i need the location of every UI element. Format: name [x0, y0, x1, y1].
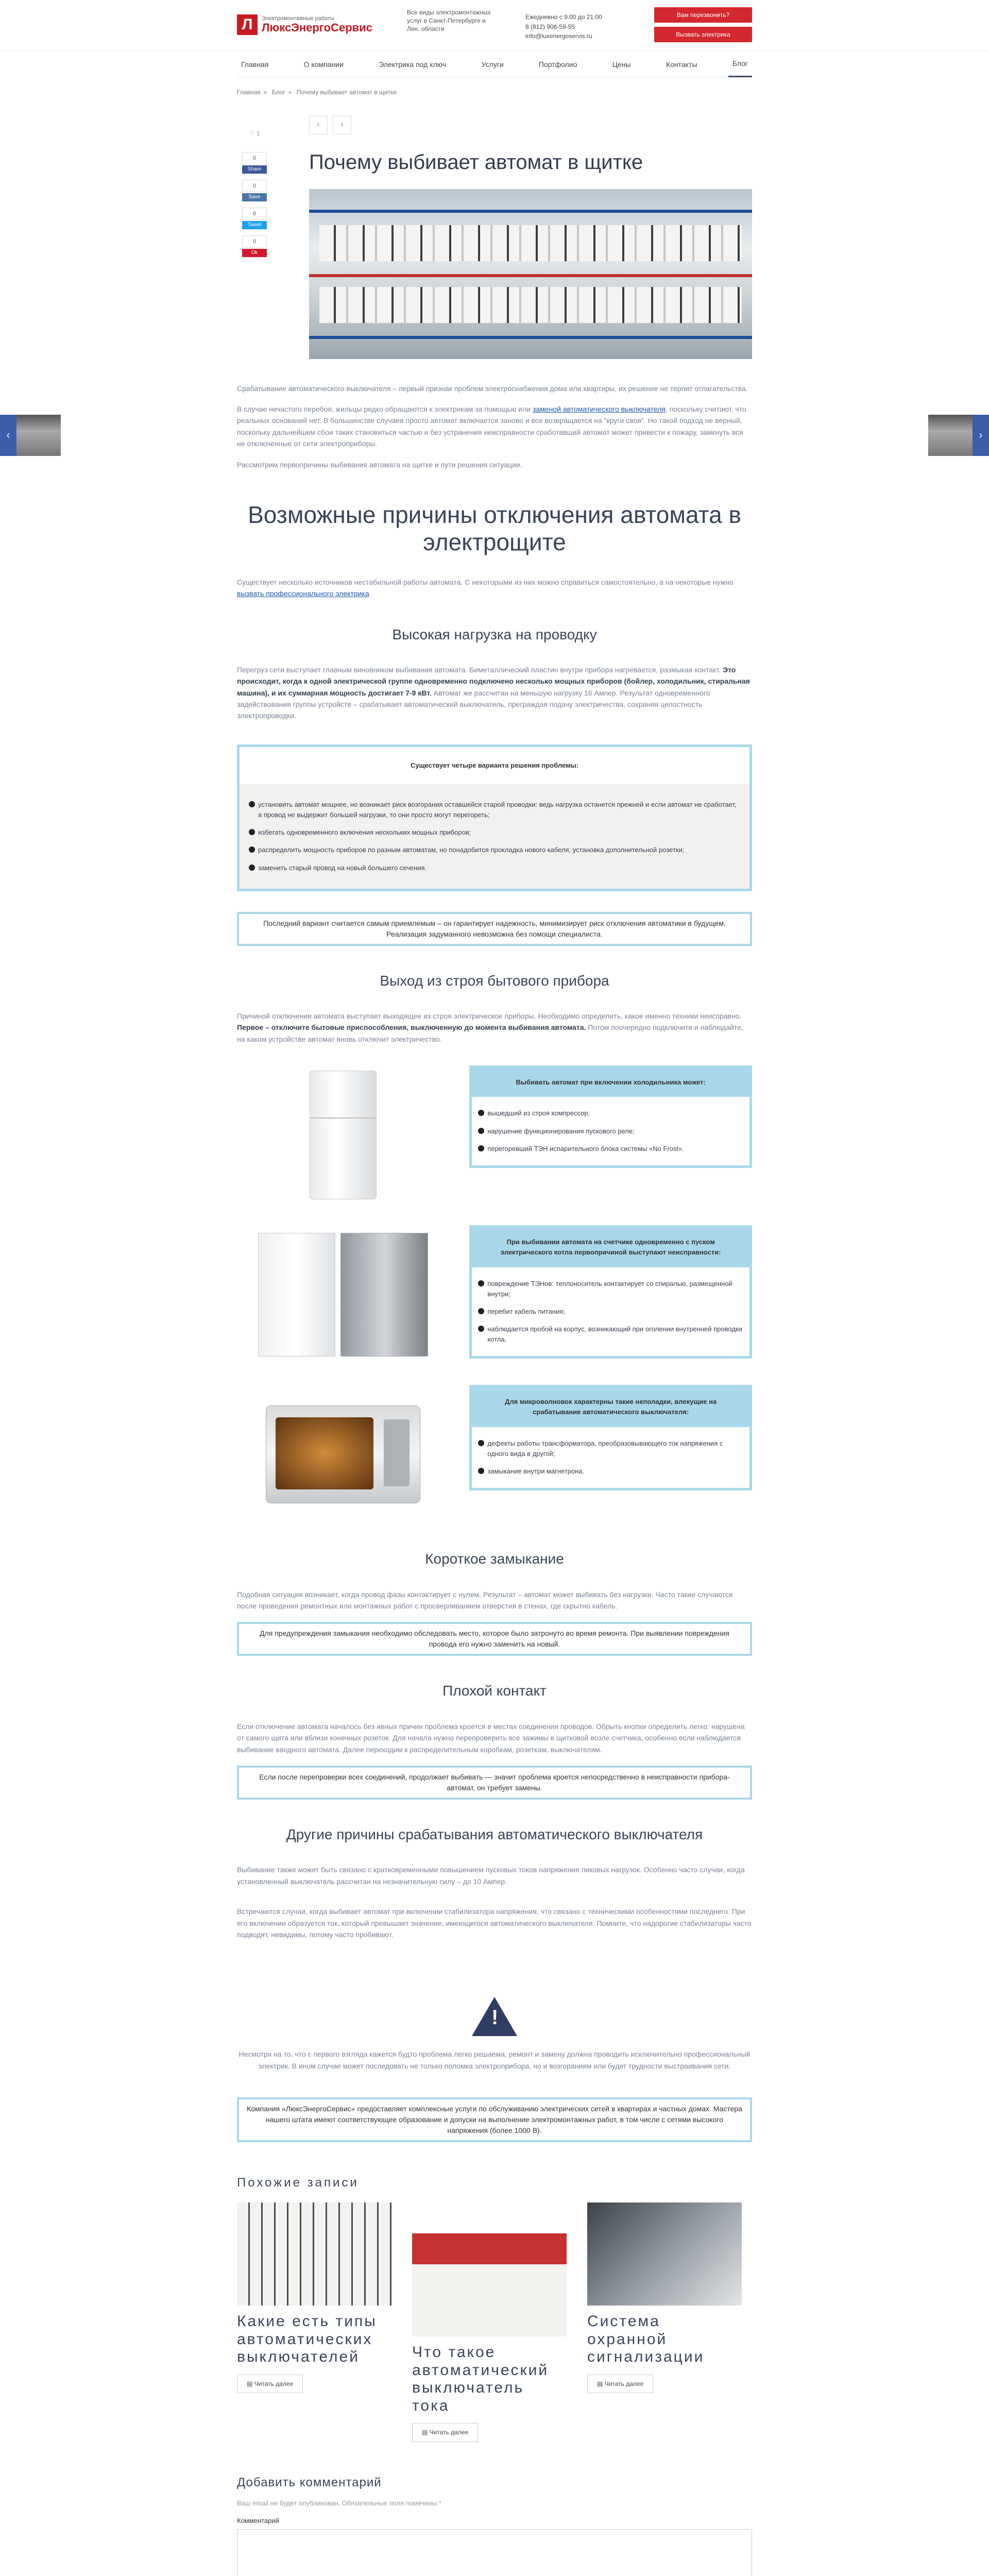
article-title: Почему выбивает автомат в щитке — [309, 150, 643, 174]
comment-form-title: Добавить комментарий — [237, 2475, 382, 2489]
similar-post-image[interactable] — [237, 2202, 391, 2306]
nav-home[interactable]: Главная — [241, 60, 269, 69]
list-item: наблюдается пробой на корпус, возникающий при оголении внутренней проводки котла. — [478, 1324, 743, 1345]
nav-turnkey[interactable]: Электрика под ключ — [379, 60, 447, 69]
share-count-vk: 0 — [242, 180, 267, 192]
comment-label: Комментарий — [237, 2517, 279, 2525]
article-p9: Выбивание также может быть связано с кратковременными повышением пусковых токов напряжения пиковых нагрузок. Особенно часто случаи, когда установленный выключатель рассчитан на незначительную силу – до 10 Ампер. — [237, 1866, 745, 1886]
list-item: дефекты работы трансформатора, преобразовывающего ток напряжения с одного вида в другой; — [478, 1438, 743, 1459]
next-post-arrow[interactable]: › — [973, 415, 989, 456]
heading-appliance-failure: Выход из строя бытового прибора — [380, 972, 609, 989]
nav-contacts[interactable]: Контакты — [666, 60, 697, 69]
similar-post — [412, 2233, 567, 2442]
link-replace-breaker[interactable]: заменой автоматического выключателя — [532, 404, 666, 413]
boiler-box-title: При выбивании автомата на счетчике одновременно с пуском электрического котла первопричиной выступают неисправности: — [472, 1228, 749, 1267]
list-item: перегоревший ТЭН испарительного блока системы «No Frost». — [478, 1144, 743, 1154]
heading-overload: Высокая нагрузка на проводку — [392, 626, 597, 642]
similar-post — [237, 2202, 391, 2442]
heading-other-causes: Другие причины срабатывания автоматического выключателя — [286, 1826, 703, 1842]
article-p8: Если отключение автомата началось без явных причин проблема кроется в местах соединения проводов. Обрыть кнопки определить легко: нарушена от самого щита или вблизи конечных розеток. Для начала нужно перепроверить все зажимы в щитковой возле счетчика, особенно если наблюдается выбивание вводного автомата. Далее переходим к распределительным коробкам, розеткам, выключателям. — [237, 1722, 745, 1754]
list-item: распределить мощность приборов по разным автоматам, но понадобится прокладка нового кабеля, установка дополнительной розетки; — [249, 845, 740, 855]
callback-button[interactable]: Вам перезвонить? — [654, 7, 752, 23]
share-count-ok: 0 — [242, 235, 267, 248]
similar-post-title[interactable]: Какие есть типы автоматических выключателей — [237, 2313, 377, 2366]
list-item: повреждение ТЭНов: теплоноситель контактирует со спиралью, размещенной внутри; — [478, 1279, 743, 1299]
fridge-image — [237, 1065, 449, 1205]
header-email[interactable]: info@luxenergoservis.ru — [525, 32, 592, 40]
comment-form-note: Ваш email не будет опубликован. Обязательные поля помечены * — [237, 2499, 441, 2507]
article-p7: Подобная ситуация возникает, когда провод фазы контактирует с нулем. Результат – автомат может выбивать без нагрузки. Часто такие случаются после проведения ремонтных или монтажных работ с просверливанием отверстия в стенах, где скрытно кабель. — [237, 1590, 733, 1611]
similar-post-title[interactable]: Что такое автоматический выключатель тока — [412, 2344, 549, 2414]
note-bad-contact: Если после перепроверки всех соединений, продолжает выбивать — значит проблема кроется непосредственно в неисправности прибора-автомат, он требует замены. — [237, 1766, 752, 1800]
boiler-row — [237, 1225, 752, 1364]
work-hours: Ежедневно с 9.00 до 21:00 — [525, 13, 602, 21]
nav-blog[interactable]: Блог — [728, 51, 752, 77]
header-description: Все виды электромонтажных услуг в Санкт-Петербурге и Лен. области — [407, 9, 491, 33]
share-vk-button[interactable]: Save — [242, 193, 267, 201]
main-nav — [237, 52, 752, 77]
note-short-circuit: Для предупреждения замыкания необходимо обследовать место, которое было затронуто во время ремонта. При выявлении повреждения провода его нужно заменить на новый. — [237, 1622, 752, 1656]
read-more-button[interactable]: ▤ Читать далее — [587, 2375, 653, 2394]
nav-portfolio[interactable]: Портфолио — [538, 60, 577, 69]
logo-tagline: Электромонтажные работы — [262, 15, 334, 22]
similar-post-title[interactable]: Система охранной сигнализации — [587, 2313, 705, 2366]
nav-services[interactable]: Услуги — [481, 60, 504, 69]
solutions-box — [237, 744, 752, 891]
like-counter[interactable]: ♡ 1 — [249, 130, 260, 137]
article-p10: Встречаются случаи, когда выбивает автомат при включении стабилизатора напряжения, что связано с техническими особенностями последнего. При его включении образуется ток, который превышает значение, имеющегося автоматического выключателя. Помните, что надорогие стабилизаторы часто подводят, невидимы, потому часто пробивают. — [237, 1907, 752, 1939]
logo-icon: Л — [237, 14, 258, 35]
comment-textarea[interactable] — [237, 2529, 752, 2576]
list-item: заменить старый провод на новый большего сечения. — [249, 863, 740, 873]
list-item: установить автомат мощнее, но возникает риск возгорания оставшейся старой проводки: ведь нагрузка останется прежней и если автомат не сработает, а провод не выдержит большей нагрузки, то они просто могут перегореть; — [249, 800, 740, 820]
article-intro: Срабатывание автоматического выключателя – первый признак проблем электроснабжения дома или квартиры, их решение не терпит отлагательства. — [237, 384, 748, 393]
link-call-electrician[interactable]: вызвать профессионального электрика — [237, 589, 369, 598]
article-p2: В случае нечастого перебоя, жильцы редко обращаются к электрикам за помощью или заменой автоматического выключателя, поскольку считают, что реальных оснований нет. В большинстве случаев просто автомат включается заново и все возвращается на "круги своя". Но такой подход не верный, поскольку дальнейшем сбои таких становиться частью и без устранения неисправности сработавший автомат может привести к пожару, замкнуть вся не отключенные от сети электроприборы. — [237, 404, 746, 448]
fridge-row — [237, 1065, 752, 1205]
breadcrumb-home[interactable]: Главная — [237, 89, 261, 96]
microwave-box-title: Для микроволновок характерны такие неполадки, влекущие на срабатывание автоматического выключателя: — [472, 1387, 749, 1427]
similar-posts-heading: Похожие записи — [237, 2176, 359, 2190]
list-item: нарушение функционирования пускового реле; — [478, 1126, 743, 1137]
microwave-box — [469, 1385, 752, 1490]
breadcrumb: Главная » Блог » Почему выбивает автомат в щитке — [237, 89, 397, 96]
article-p11: Несмотря на то, что с первого взгляда кажется будто проблема легко решаема, ремонт и замену должна проводить исключительно профессиональный электрик. В ином случае может последовать не только поломка электроприбора, но и возгораниям или будет трудности выстраивания сети. — [238, 2050, 751, 2070]
likes-count: 1 — [256, 130, 260, 137]
warning-icon: ! — [472, 1997, 517, 2036]
boiler-image — [237, 1225, 449, 1364]
fridge-box-title: Выбивать автомат при включении холодильника может: — [472, 1068, 749, 1097]
note-best-option: Последний вариант считается самым приемлемым – он гарантирует надежность, минимизирует риск отключения автоматики в будущем. Реализация задуманного невозможна без помощи специалиста. — [237, 912, 752, 946]
breadcrumb-current: Почему выбивает автомат в щитке — [296, 89, 397, 96]
read-more-button[interactable]: ▤ Читать далее — [412, 2423, 478, 2442]
site-header — [0, 0, 989, 52]
heading-bad-contact: Плохой контакт — [442, 1683, 547, 1699]
post-pager — [309, 116, 752, 134]
breadcrumb-blog[interactable]: Блог — [271, 89, 285, 96]
list-item: замыкание внутри магнетрона. — [478, 1466, 743, 1477]
article-p3: Рассмотрим первопричины выбивания автомата на щитке и пути решения ситуации. — [237, 460, 522, 469]
microwave-image — [237, 1385, 449, 1524]
fridge-box — [469, 1065, 752, 1168]
read-more-button[interactable]: ▤ Читать далее — [237, 2375, 303, 2394]
boiler-box — [469, 1225, 752, 1359]
article-p5: Перегруз сети выступает главным виновником выбивания автомата. Биметаллический пластин внутри прибора нагревается, размыкая контакт. Это происходит, когда к одной электрической группе одновременно подключено несколько мощных приборов (бойлер, холодильник, стиральная машина), и их суммарная мощность достигает 7-9 кВт. Автомат же рассчитан на меньшую нагрузку 16 Ампер. Результат одновременного задействования группы устройств – срабатывает автоматический выключатель, преграждая подачу электричества, сохраняя целостность электропроводки. — [237, 665, 750, 720]
header-contacts — [525, 12, 602, 41]
share-twitter-button[interactable]: Tweet — [242, 221, 267, 229]
article-p4: Существует несколько источников нестабильной работы автомата. С некоторыми из них можно справиться самостоятельно, а на некоторые нужно вызвать профессионального электрика — [237, 578, 734, 598]
list-item: вышедший из строя компрессор; — [478, 1108, 743, 1118]
microwave-row — [237, 1385, 752, 1524]
header-phone[interactable]: 8 (812) 906-59-55 — [525, 23, 575, 30]
prev-post-arrow[interactable]: ‹ — [0, 415, 16, 456]
logo[interactable] — [237, 14, 372, 35]
similar-post — [587, 2202, 742, 2442]
share-ok-button[interactable]: Ok — [242, 249, 267, 257]
share-bar — [242, 129, 267, 263]
logo-name: ЛюксЭнергоСервис — [262, 21, 372, 34]
prev-post-button[interactable]: ‹ — [309, 116, 328, 134]
article-p6: Причиной отключения автомата выступает выходящее из строя электрическое приборы. Необходимо определить, какое именно техники неисправно. Первое – отключите бытовые приспособления, выключенную до момента выбивания автомата. Потом поочередно подключите и наблюдайте, на каком устройстве автомат вновь отключит электричество. — [237, 1012, 743, 1043]
next-post-thumb[interactable] — [928, 415, 973, 456]
solutions-box-title: Существует четыре варианта решения проблемы: — [240, 747, 749, 784]
similar-post-image[interactable] — [587, 2202, 742, 2306]
similar-post-image[interactable] — [412, 2233, 567, 2336]
prev-post-thumb[interactable] — [16, 415, 61, 456]
next-post-button[interactable]: › — [333, 116, 351, 134]
list-item: избегать одновременного включения нескольких мощных приборов; — [249, 827, 740, 838]
list-item: перебит кабель питания; — [478, 1307, 743, 1317]
call-electrician-button[interactable]: Вызвать электрика — [654, 27, 752, 42]
share-facebook-button[interactable]: Share — [242, 165, 267, 174]
heading-short-circuit: Короткое замыкание — [425, 1551, 564, 1567]
similar-posts — [237, 2202, 752, 2442]
nav-prices[interactable]: Цены — [612, 60, 631, 69]
hero-image — [309, 189, 752, 359]
section-heading-causes: Возможные причины отключения автомата в электрощите — [248, 501, 741, 555]
nav-about[interactable]: О компании — [303, 60, 344, 69]
share-count-tw: 0 — [242, 208, 267, 220]
share-count-fb: 0 — [242, 152, 267, 164]
note-company: Компания «ЛюксЭнергоСервис» предоставляет комплексные услуги по обслуживанию электрических сетей в квартирах и частных домах. Мастера нашего штата имеют соответствующее образование и допуски на выполнение электромонтажных работ, в том числе с сетями высокого напряжения (более 1000 В). — [237, 2097, 752, 2142]
